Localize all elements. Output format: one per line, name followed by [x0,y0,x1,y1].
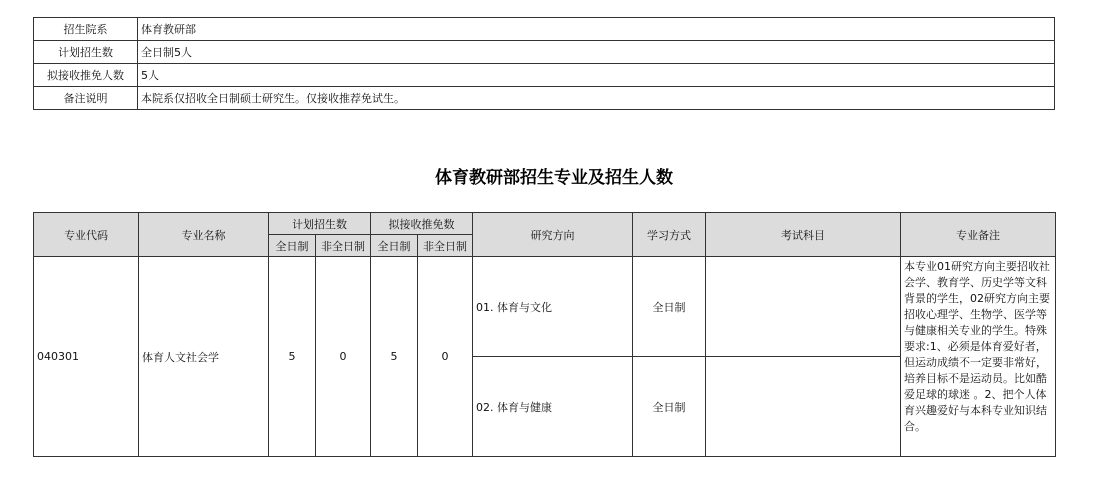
info-value: 体育教研部 [138,18,1055,41]
header-code: 专业代码 [34,213,139,257]
admission-info-table [33,17,1055,110]
header-plan: 计划招生数 [269,213,371,235]
rec-parttime: 0 [418,257,473,457]
info-label: 备注说明 [34,87,138,110]
direction-1: 01. 体育与文化 [473,257,633,357]
page-title: 体育教研部招生专业及招生人数 [435,168,673,188]
exam-1 [706,257,901,357]
plan-fulltime: 5 [269,257,316,457]
mode-1: 全日制 [633,257,706,357]
info-value: 5人 [138,64,1055,87]
header-plan-fulltime: 全日制 [269,235,316,257]
rec-fulltime: 5 [371,257,418,457]
exam-2 [706,357,901,457]
header-name: 专业名称 [139,213,269,257]
major-code: 040301 [34,257,139,457]
info-value: 全日制5人 [138,41,1055,64]
header-rec-fulltime: 全日制 [371,235,418,257]
direction-2: 02. 体育与健康 [473,357,633,457]
info-row-recommend [34,64,1055,87]
major-remark: 本专业01研究方向主要招收社会学、教育学、历史学等文科背景的学生，02研究方向主要招收心理学、生物学、医学等与健康相关专业的学生。特殊要求:1、必须是体育爱好者，但运动成绩不一定要非常好，培养目标不是运动员。比如酷爱足球的球迷 。2、把个人体育兴趣爱好与本科专业知识结合。 [901,257,1056,457]
table-row [34,257,1056,357]
info-label: 拟接收推免人数 [34,64,138,87]
info-row-remark [34,87,1055,110]
header-plan-parttime: 非全日制 [316,235,371,257]
major-name: 体育人文社会学 [139,257,269,457]
header-direction: 研究方向 [473,213,633,257]
info-label: 计划招生数 [34,41,138,64]
info-label: 招生院系 [34,18,138,41]
plan-parttime: 0 [316,257,371,457]
mode-2: 全日制 [633,357,706,457]
header-mode: 学习方式 [633,213,706,257]
header-rec-parttime: 非全日制 [418,235,473,257]
info-row-department [34,18,1055,41]
major-table [33,212,1056,457]
header-remark: 专业备注 [901,213,1056,257]
info-row-plan [34,41,1055,64]
header-exam: 考试科目 [706,213,901,257]
header-recommend: 拟接收推免数 [371,213,473,235]
header-row [34,213,1056,235]
info-value: 本院系仅招收全日制硕士研究生。仅接收推荐免试生。 [138,87,1055,110]
